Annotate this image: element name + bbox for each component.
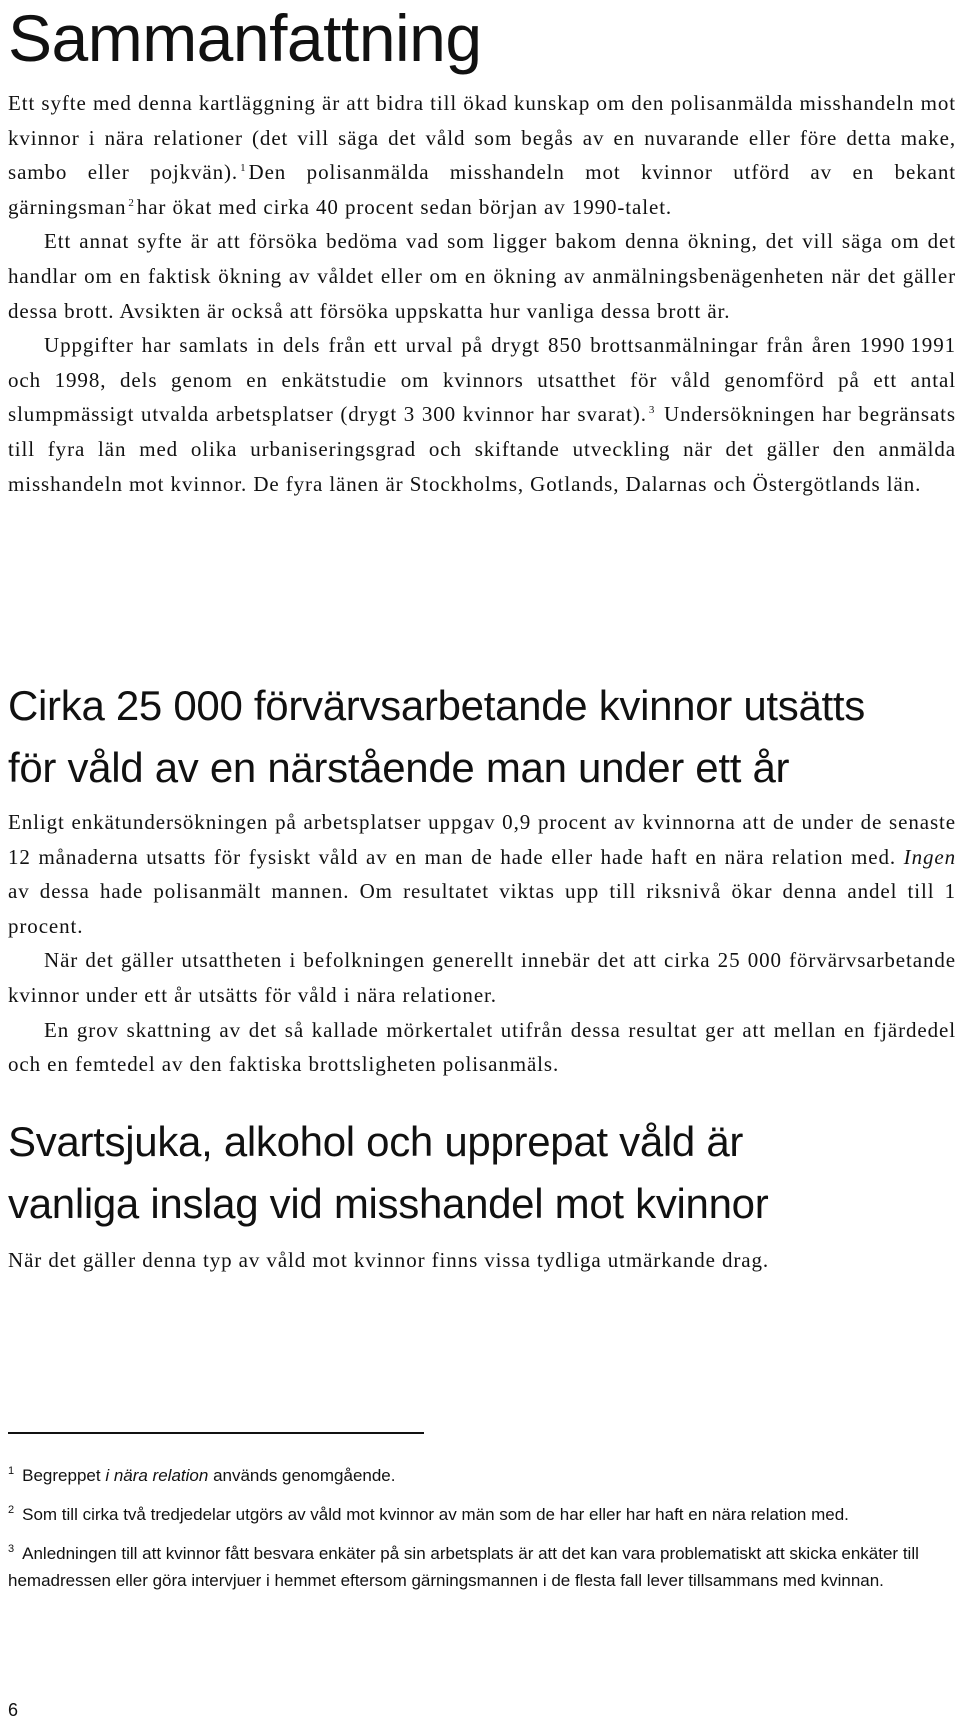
footnote-ref-1: 1: [240, 162, 247, 175]
section-heading-2-line-2: vanliga inslag vid misshandel mot kvinnor: [8, 1180, 769, 1227]
footnote-1-emphasis: i nära relation: [105, 1466, 209, 1485]
section-heading-1-line-2: för våld av en närstående man under ett år: [8, 744, 790, 791]
intro-p1-text-c: har ökat med cirka 40 procent sedan början av 1990-talet.: [136, 194, 673, 219]
intro-p1-text-a: Ett syfte med denna kartläggning är att bidra till ökad kunskap om den polisanmälda misshandeln mot kvinnor i nära relationer (det vill säga det våld som begås av en nuvarande eller före detta make, sambo eller pojkvän).: [8, 91, 956, 185]
intro-p3-text-b: Undersökningen har begränsats till fyra län med olika urbaniseringsgrad och skiftande utveckling när det gäller den anmälda misshandeln mot kvinnor. De fyra länen är Stockholms, Gotlands, Dalarnas och Östergötlands län.: [8, 402, 956, 496]
intro-paragraph-2: Ett annat syfte är att försöka bedöma vad som ligger bakom denna ökning, det vill säga om det handlar om en faktisk ökning av våldet eller om en ökning av anmälningsbenägenheten när det gäller dessa brott. Avsikten är också att försöka uppskatta hur vanliga dessa brott är.: [8, 229, 956, 323]
section-1-paragraph-1: [8, 805, 956, 943]
intro-paragraph-1: [8, 86, 956, 224]
footnote-2: [8, 1501, 956, 1528]
intro-section: [8, 86, 956, 501]
footnote-ref-2: 2: [128, 196, 135, 209]
intro-p1-text-b: Den polisanmälda misshandeln mot kvinnor utförd av en bekant gärningsman: [8, 160, 956, 219]
footnote-1-text-b: används genomgående.: [213, 1466, 396, 1485]
section-1-body: [8, 805, 956, 1082]
footnote-ref-3: 3: [648, 404, 656, 417]
footnote-1: [8, 1462, 956, 1489]
footnote-1-number: 1: [8, 1465, 15, 1478]
footnote-2-text: Som till cirka två tredjedelar utgörs av våld mot kvinnor av män som de har eller har haft en nära relation med.: [22, 1505, 849, 1524]
section-heading-2-line-1: Svartsjuka, alkohol och upprepat våld är: [8, 1118, 744, 1165]
intro-paragraph-3: [8, 328, 956, 501]
section-1-paragraph-2: När det gäller utsattheten i befolkningen generellt innebär det att cirka 25 000 förvärvsarbetande kvinnor under ett år utsätts för våld i nära relationer.: [8, 948, 956, 1007]
section-heading-2: [8, 1111, 768, 1235]
page-title: Sammanfattning: [8, 1, 482, 75]
footnote-divider: [8, 1432, 424, 1434]
section-heading-1: [8, 675, 865, 799]
section-1-paragraph-3: En grov skattning av det så kallade mörkertalet utifrån dessa resultat ger att mellan en fjärdedel och en femtedel av den faktiska brottsligheten polisanmäls.: [8, 1017, 956, 1077]
section-1-p1-text-b: av dessa hade polisanmält mannen. Om resultatet viktas upp till riksnivå ökar denna andel till 1 procent.: [8, 879, 956, 938]
section-2-paragraph-1: När det gäller denna typ av våld mot kvinnor finns vissa tydliga utmärkande drag.: [8, 1248, 770, 1272]
footnote-2-number: 2: [8, 1504, 15, 1517]
footnotes: [8, 1462, 956, 1606]
footnote-3-number: 3: [8, 1543, 15, 1556]
footnote-3: [8, 1540, 956, 1594]
section-1-p1-emphasis: Ingen: [903, 844, 956, 869]
section-2-body: [8, 1243, 956, 1278]
section-heading-1-line-1: Cirka 25 000 förvärvsarbetande kvinnor utsätts: [8, 682, 865, 729]
section-1-p1-text-a: Enligt enkätundersökningen på arbetsplatser uppgav 0,9 procent av kvinnorna att de under de senaste 12 månaderna utsatts för fysiskt våld av en man de hade eller hade haft en nära relation med.: [8, 810, 956, 869]
footnote-1-text-a: Begreppet: [22, 1466, 101, 1485]
page-number: 6: [8, 1700, 19, 1720]
footnote-3-text: Anledningen till att kvinnor fått besvara enkäter på sin arbetsplats är att det kan vara problematiskt att skicka enkäter till hemadressen eller göra intervjuer i hemmet eftersom gärningsmannen i de flesta fall lever tillsammans med kvinnan.: [8, 1544, 919, 1590]
intro-p3-text-a: Uppgifter har samlats in dels från ett urval på drygt 850 brottsanmälningar från åren 1990 1991 och 1998, dels genom en enkätstudie om kvinnors utsatthet för våld genomförd på ett antal slumpmässigt utvalda arbetsplatser (drygt 3 300 kvinnor har svarat).: [8, 333, 956, 427]
